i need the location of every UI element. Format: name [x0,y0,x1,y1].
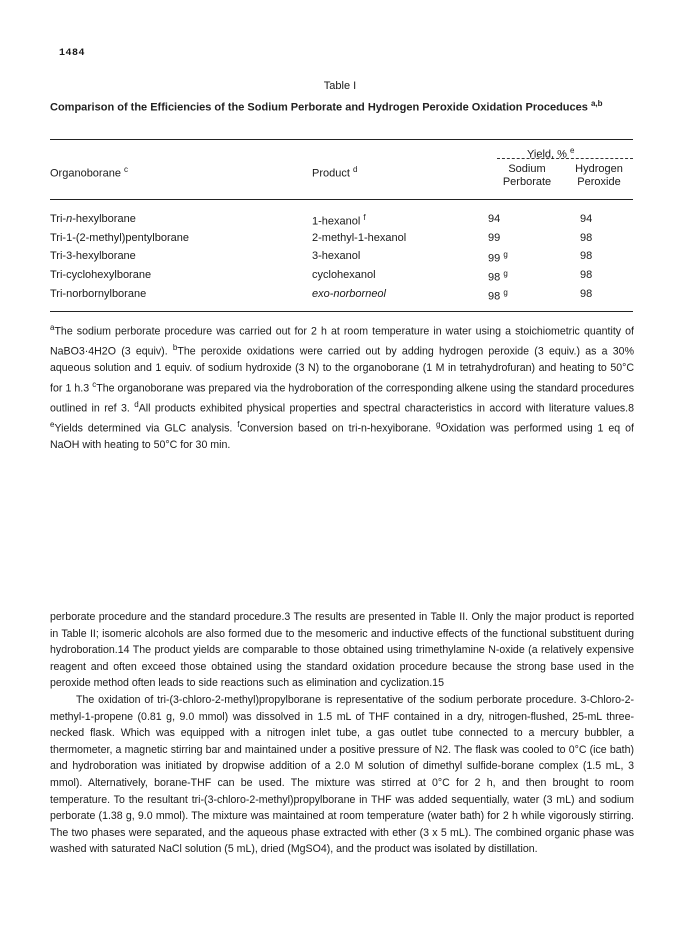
footnote-text: The peroxide oxidations were carried out by adding hydrogen peroxide (3 equiv.) as a 30% aqueous solution and 1 equiv. of sodium hydroxide (3 N) to the organoborane (1 M in tetrahydrofuran) and heating to 50°C for 1 h.3 [50,345,634,395]
organoborane-header [50,163,128,181]
sodium-header-line2: Perborate [502,176,552,188]
organoborane-cell: Tri-1-(2-methyl)pentylborane [50,232,189,244]
table-title: Table I [323,80,357,92]
hydrogen-yield-cell: 98 [580,269,593,281]
product-cell: 2-methyl-1-hexanol [312,232,407,244]
sodium-yield-cell [488,288,538,303]
sodium-header-line1: Sodium [508,163,546,175]
organoborane-header-mark: c [124,165,129,174]
sodium-yield-value: 99 [488,252,501,265]
footnote-mark: g [436,419,441,429]
sodium-yield-cell [488,213,538,225]
organoborane-header-label: Organoborane [50,167,121,180]
hydrogen-peroxide-header [568,163,630,189]
yield-header-mark: e [570,146,575,155]
table-row [50,288,633,304]
footnote-mark: f [237,419,240,429]
product-cell [312,213,366,228]
organoborane-cell: Tri-cyclohexylborane [50,269,152,281]
hydrogen-header-line2: Peroxide [577,176,621,188]
table-bottom-rule [50,311,633,312]
table-row [50,250,633,266]
sodium-perborate-header [500,163,554,189]
hydrogen-header-line1: Hydrogen [575,163,623,175]
page-number: 1484 [59,48,86,59]
footnote-mark: b [172,343,178,353]
hydrogen-yield-cell: 98 [580,288,593,300]
footnote-text: Conversion based on tri-n-hexyiborane. [239,422,437,435]
caption-text: Comparison of the Efficiencies of the Sodium Perborate and Hydrogen Peroxide Oxidation Proceduces [50,101,588,114]
product-cell: cyclohexanol [312,269,376,281]
table-header-rule [50,199,633,200]
sodium-yield-mark: g [503,269,508,278]
table-footnotes [50,320,634,453]
table-top-rule [50,139,633,140]
hydrogen-yield-cell: 94 [580,213,593,225]
sodium-yield-cell: 99 [488,232,501,244]
yield-header [527,144,574,162]
product-text: exo-norborneol [312,288,386,300]
sodium-yield-mark: g [503,250,508,259]
table-row [50,213,633,229]
footnote-text: The sodium perborate procedure was carried out for 2 h at room temperature in water using a stoichiometric quantity of NaBO3·4H2O (3 equiv). [50,325,634,358]
yield-header-label: Yield, % [527,148,567,161]
sodium-yield-cell [488,250,538,265]
body-text [50,609,634,858]
product-cell [312,288,386,300]
footnote-mark: d [134,399,139,409]
table-row [50,269,633,285]
footnote-mark: c [92,379,97,389]
sodium-yield-value: 98 [488,271,501,284]
product-header-mark: d [352,165,358,174]
product-mark: f [363,213,366,222]
product-header [312,163,357,181]
sodium-yield-value: 94 [488,213,501,225]
hydrogen-yield-cell: 98 [580,232,593,244]
footnote-mark: e [50,419,55,429]
organoborane-cell: Tri-norbornylborane [50,288,147,300]
footnote-text: Oxidation was performed using 1 eq of NaOH with heating to 50°C for 30 min. [50,422,635,451]
footnote-text: The organoborane was prepared via the hydroboration of the corresponding alkene using the standard procedures outlined in ref 3. [50,382,634,415]
sodium-yield-cell [488,269,538,284]
footnote-mark: a [50,323,55,332]
product-text: 1-hexanol [312,215,361,228]
footnote-text: All products exhibited physical properties and spectral characteristics in accord with literature values.8 [138,402,634,415]
body-paragraph-2: The oxidation of tri-(3-chloro-2-methyl)propylborane is representative of the sodium perborate procedure. 3-Chloro-2-methyl-1-propene (0.81 g, 9.0 mmol) was dissolved in 1.5 mL of THF contained in a dry, nitrogen-flushed, 25-mL three-necked flask. Which was equipped with a nitrogen inlet tube, a gas outlet tube connected to a mercury bubbler, a thermometer, a magnetic stirring bar and maintained under a positive pressure of N2. The flask was cooled to 0°C (ice bath) and hydroboration was initiated by dropwise addition of a 2.0 M solution of dimethyl sulfide-borane complex (1.5 mL, 3 mmol). Alternatively, borane-THF can be used. The mixture was stirred at 0°C for 2 h, and then brought to room temperature. To the resultant tri-(3-chloro-2-methyl)propylborane in THF was added sequentially, water (3 mL) and sodium perborate (1.38 g, 9.0 mmol). The mixture was maintained at room temperature (water bath) for 2 h while vigorously stirring. The two phases were separated, and the aqueous phase extracted with ether (3 x 5 mL). The combined organic phase was washed with saturated NaCl solution (5 mL), dried (MgSO4), and the product was isolated by distillation. [50,693,634,856]
table-row [50,232,633,248]
product-header-label: Product [312,167,350,180]
caption-footnote-marks: a,b [590,99,603,108]
organoborane-cell: Tri-3-hexylborane [50,250,136,262]
product-cell: 3-hexanol [312,250,361,262]
table-caption [50,96,640,116]
sodium-yield-mark: g [503,288,508,297]
organoborane-cell: Tri-n-hexylborane [50,213,136,225]
body-paragraph-1: perborate procedure and the standard procedure.3 The results are presented in Table II. Only the major product is reported in Table II; isomeric alcohols are also formed due to the mesomeric and inductive effects of the functional substituent during hydroboration.14 The product yields are comparable to those obtained using trimethylamine N-oxide (a relatively expensive reagent and often exceed those obtained using the standard oxidation procedure because the strong base used in the peroxide method often leads to side reactions such as elimination and cyclization.15 [50,611,634,690]
hydrogen-yield-cell: 98 [580,250,593,262]
sodium-yield-value: 98 [488,290,501,303]
footnote-text: Yields determined via GLC analysis. [54,422,238,435]
